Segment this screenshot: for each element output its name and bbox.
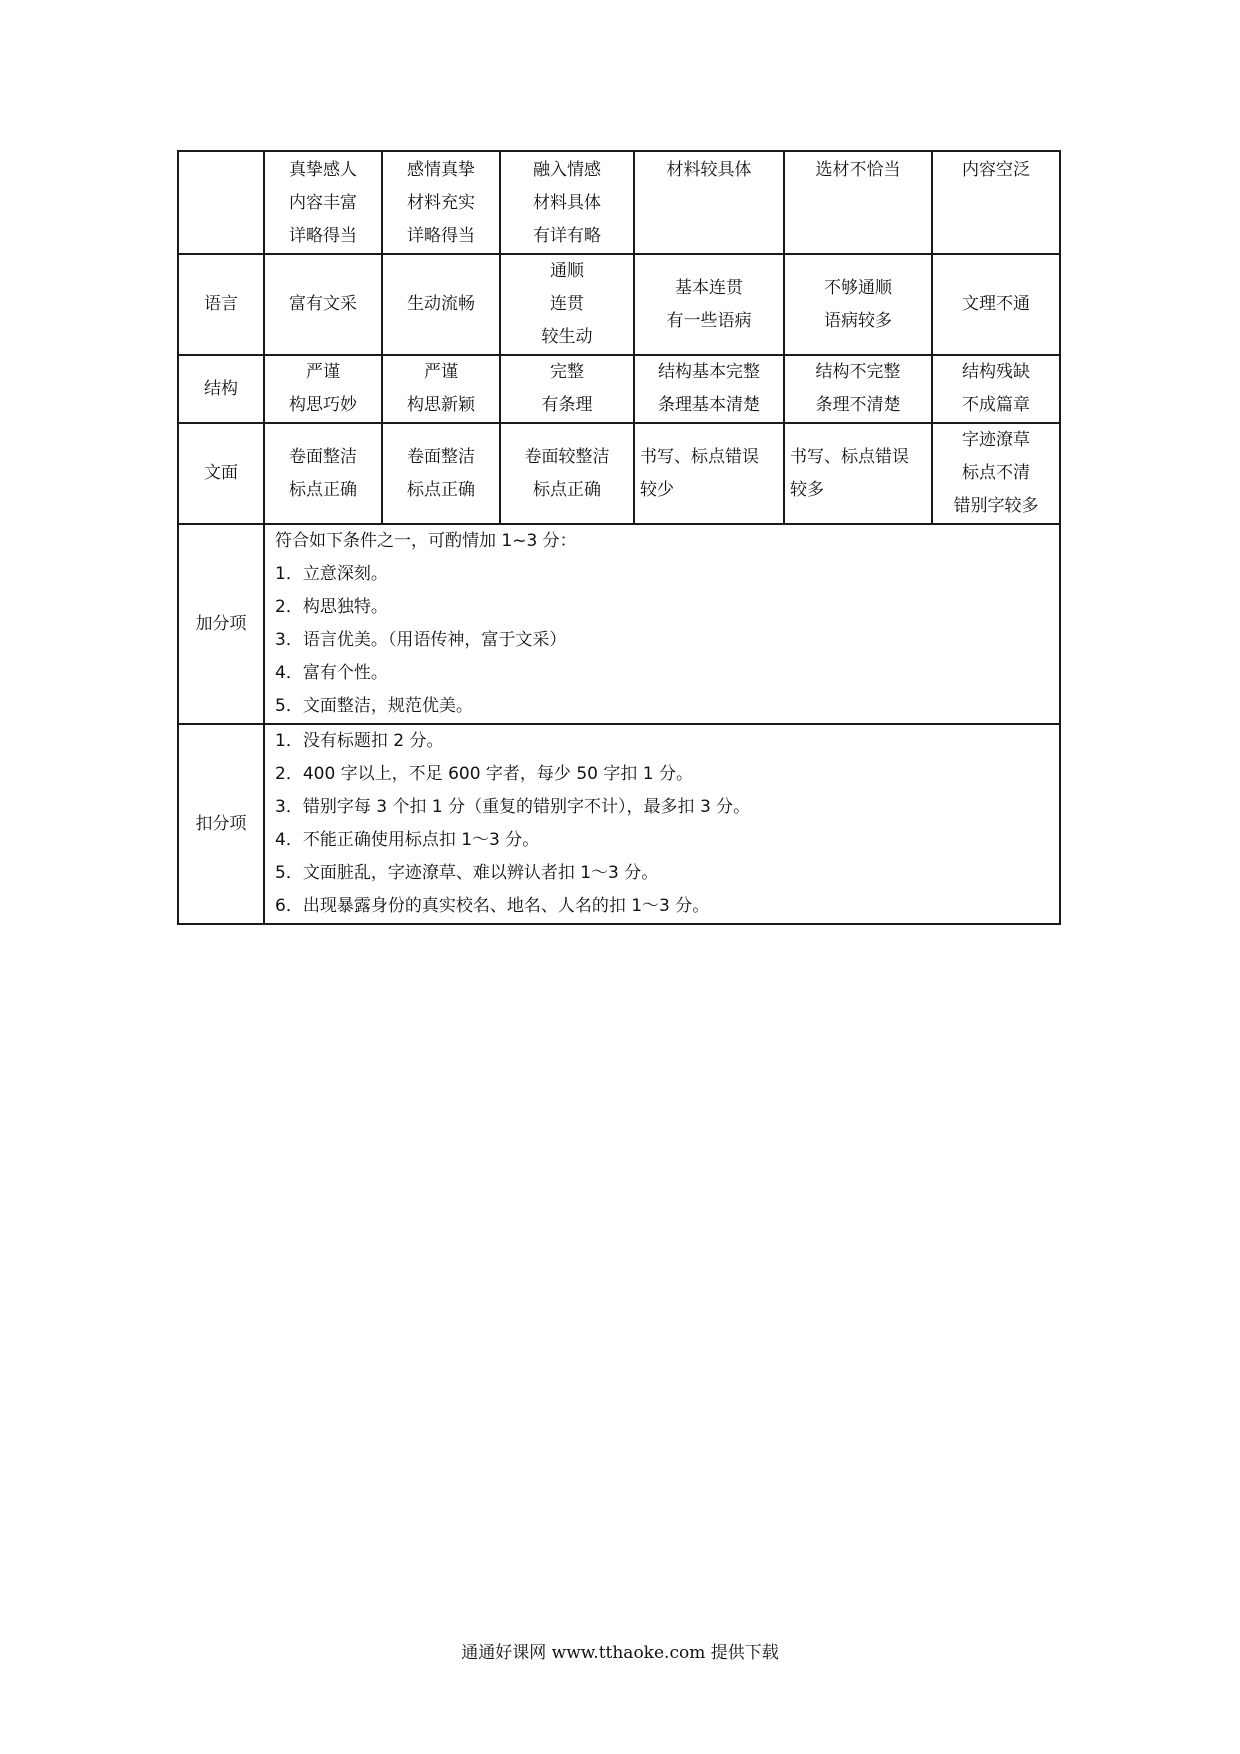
cell-line: 书写、标点错误 bbox=[790, 446, 909, 467]
deduction-line: 1．没有标题扣 2 分。 bbox=[275, 731, 444, 751]
cell-line: 不够通顺 bbox=[824, 277, 892, 298]
rubric-cell bbox=[264, 254, 382, 355]
rubric-cell bbox=[784, 355, 932, 423]
bonus-line: 符合如下条件之一，可酌情加 1~3 分： bbox=[275, 531, 577, 551]
cell-line: 真挚感人 bbox=[289, 160, 357, 180]
cell-line: 严谨 bbox=[306, 362, 340, 382]
bonus-line: 4．富有个性。 bbox=[275, 663, 388, 683]
rubric-cell bbox=[500, 423, 634, 524]
cell-line: 标点正确 bbox=[533, 479, 601, 500]
cell-line: 卷面整洁 bbox=[407, 446, 475, 467]
rubric-cell bbox=[784, 423, 932, 524]
deduction-row bbox=[178, 724, 1060, 924]
bonus-content bbox=[264, 524, 1060, 724]
cell-line: 卷面整洁 bbox=[289, 446, 357, 467]
deduction-content bbox=[264, 724, 1060, 924]
rubric-row bbox=[178, 423, 1060, 524]
rubric-cell bbox=[382, 151, 500, 254]
cell-line: 条理不清楚 bbox=[815, 395, 901, 415]
scoring-rubric-table bbox=[177, 150, 1061, 925]
rubric-cell bbox=[382, 355, 500, 423]
rubric-cell bbox=[264, 355, 382, 423]
cell-line: 结构不完整 bbox=[815, 362, 901, 382]
rubric-cell bbox=[932, 254, 1060, 355]
cell-line: 材料较具体 bbox=[666, 160, 752, 180]
cell-line: 严谨 bbox=[424, 362, 458, 382]
bonus-line: 3．语言优美。（用语传神，富于文采） bbox=[275, 630, 567, 650]
cell-line: 结构残缺 bbox=[962, 362, 1030, 382]
cell-line: 语病较多 bbox=[824, 310, 892, 331]
cell-line: 字迹潦草 bbox=[962, 430, 1030, 450]
cell-line: 内容空泛 bbox=[962, 160, 1030, 180]
cell-line: 有详有略 bbox=[533, 226, 601, 246]
cell-line: 材料具体 bbox=[533, 193, 601, 213]
bonus-line: 2．构思独特。 bbox=[275, 597, 388, 617]
rubric-cell bbox=[932, 355, 1060, 423]
cell-line: 基本连贯 bbox=[675, 277, 743, 298]
cell-line: 构思巧妙 bbox=[289, 395, 357, 415]
cell-line: 富有文采 bbox=[289, 294, 357, 314]
rubric-row bbox=[178, 151, 1060, 254]
row-label: 文面 bbox=[178, 423, 264, 524]
cell-line: 详略得当 bbox=[289, 226, 357, 246]
rubric-cell bbox=[264, 423, 382, 524]
row-label bbox=[178, 151, 264, 254]
row-label: 结构 bbox=[178, 355, 264, 423]
cell-line: 卷面较整洁 bbox=[524, 446, 610, 467]
bonus-label: 加分项 bbox=[178, 524, 264, 724]
cell-line: 构思新颖 bbox=[407, 395, 475, 415]
cell-line: 不成篇章 bbox=[962, 395, 1030, 415]
cell-line: 内容丰富 bbox=[289, 193, 357, 213]
cell-line: 详略得当 bbox=[407, 226, 475, 246]
cell-line: 材料充实 bbox=[407, 193, 475, 213]
rubric-cell bbox=[264, 151, 382, 254]
cell-line: 较多 bbox=[790, 479, 824, 500]
cell-line: 较生动 bbox=[541, 327, 593, 347]
cell-line: 标点不清 bbox=[962, 463, 1030, 483]
cell-line: 较少 bbox=[640, 479, 674, 500]
rubric-row bbox=[178, 355, 1060, 423]
cell-line: 融入情感 bbox=[533, 160, 601, 180]
rubric-cell bbox=[784, 151, 932, 254]
rubric-cell bbox=[634, 355, 784, 423]
cell-line: 连贯 bbox=[550, 294, 584, 314]
cell-line: 完整 bbox=[550, 362, 584, 382]
cell-line: 通顺 bbox=[550, 261, 584, 281]
deduction-line: 5．文面脏乱，字迹潦草、难以辨认者扣 1～3 分。 bbox=[275, 863, 659, 883]
row-label: 语言 bbox=[178, 254, 264, 355]
cell-line: 标点正确 bbox=[289, 479, 357, 500]
cell-line: 选材不恰当 bbox=[815, 160, 901, 180]
cell-line: 错别字较多 bbox=[953, 496, 1039, 516]
rubric-cell bbox=[500, 151, 634, 254]
deduction-line: 2．400 字以上，不足 600 字者，每少 50 字扣 1 分。 bbox=[275, 764, 693, 784]
bonus-line: 1．立意深刻。 bbox=[275, 564, 388, 584]
bonus-row bbox=[178, 524, 1060, 724]
rubric-cell bbox=[382, 254, 500, 355]
rubric-cell bbox=[634, 423, 784, 524]
rubric-cell bbox=[932, 151, 1060, 254]
cell-line: 感情真挚 bbox=[407, 160, 475, 180]
cell-line: 书写、标点错误 bbox=[640, 446, 759, 467]
cell-line: 有一些语病 bbox=[666, 310, 752, 331]
cell-line: 生动流畅 bbox=[407, 294, 475, 314]
cell-line: 条理基本清楚 bbox=[658, 395, 760, 415]
deduction-line: 6．出现暴露身份的真实校名、地名、人名的扣 1～3 分。 bbox=[275, 896, 710, 916]
cell-line: 结构基本完整 bbox=[658, 362, 760, 382]
deduction-label: 扣分项 bbox=[178, 724, 264, 924]
rubric-row bbox=[178, 254, 1060, 355]
rubric-cell bbox=[382, 423, 500, 524]
cell-line: 标点正确 bbox=[407, 479, 475, 500]
rubric-cell bbox=[784, 254, 932, 355]
rubric-cell bbox=[634, 254, 784, 355]
page-footer: 通通好课网 www.tthaoke.com 提供下载 bbox=[461, 1643, 779, 1663]
cell-line: 有条理 bbox=[541, 395, 593, 415]
deduction-line: 4．不能正确使用标点扣 1～3 分。 bbox=[275, 830, 540, 850]
deduction-line: 3．错别字每 3 个扣 1 分（重复的错别字不计），最多扣 3 分。 bbox=[275, 797, 751, 817]
rubric-cell bbox=[634, 151, 784, 254]
rubric-cell bbox=[932, 423, 1060, 524]
rubric-cell bbox=[500, 254, 634, 355]
bonus-line: 5．文面整洁，规范优美。 bbox=[275, 696, 473, 716]
rubric-cell bbox=[500, 355, 634, 423]
cell-line: 文理不通 bbox=[962, 294, 1030, 314]
